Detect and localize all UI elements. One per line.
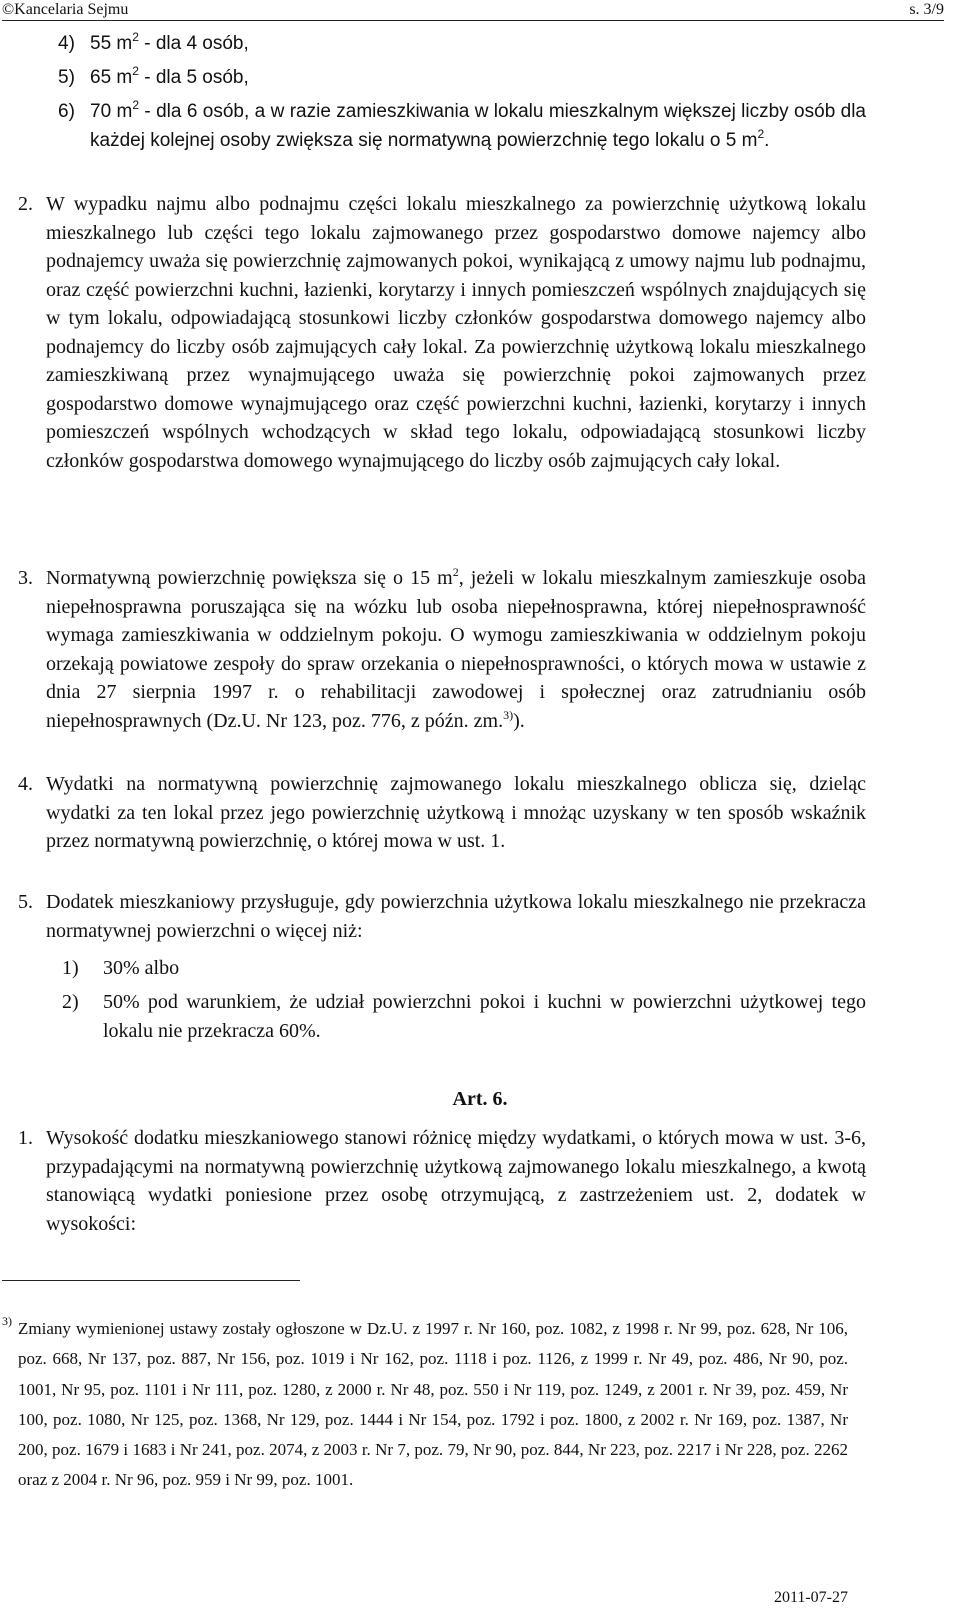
- area-item-number: 6): [58, 101, 75, 122]
- paragraph-number: 2.: [18, 193, 33, 215]
- paragraph-text: Dodatek mieszkaniowy przysługuje, gdy powierzchnia użytkowa lokalu mieszkalnego nie przekracza normatywnej powierzchni o więcej niż:: [46, 891, 866, 942]
- area-item-number: 4): [58, 33, 75, 54]
- paragraph-5-item-2: [62, 988, 866, 1045]
- area-item-text: 55 $m^2$ - dla 4 osób,: [90, 30, 249, 54]
- item-text: 50% pod warunkiem, że udział powierzchni pokoi i kuchni w powierzchni użytkowej tego lokalu nie przekracza 60%.: [103, 991, 866, 1042]
- paragraph-text: Wydatki na normatywną powierzchnię zajmowanego lokalu mieszkalnego oblicza się, dzieląc wydatki za ten lokal przez jego powierzchnię użytkową i mnożąc uzyskany w ten sposób wskaźnik przez normatywną powierzchnię, o której mowa w ust. 1.: [46, 773, 866, 852]
- footnote: [2, 1314, 848, 1496]
- page-number: s. 3/9: [909, 1, 944, 18]
- article-6-paragraph-1: [18, 1124, 866, 1238]
- area-item-number: 5): [58, 67, 75, 88]
- footnote-divider: [2, 1280, 300, 1281]
- area-item-text: 65 $m^2$ - dla 5 osób,: [90, 64, 249, 88]
- document-date: 2011-07-27: [773, 1589, 848, 1606]
- paragraph-text: Wysokość dodatku mieszkaniowego stanowi różnicę między wydatkami, o których mowa w ust. 3-6, przypadającymi na normatywną powierzchnię użytkową zajmowanego lokalu mieszkalnego, a kwotą stanowiącą wydatki poniesione przez osobę otrzymującą, z zastrzeżeniem ust. 2, dodatek w wysokości:: [46, 1127, 866, 1235]
- paragraph-3: [18, 564, 866, 735]
- paragraph-4: [18, 770, 866, 856]
- item-number: 1): [62, 957, 79, 979]
- item-number: 2): [62, 991, 79, 1013]
- paragraph-number: 3.: [18, 567, 33, 589]
- paragraph-number: 4.: [18, 773, 33, 795]
- paragraph-text: Normatywną powierzchnię powiększa się o 15 $m^2$, jeżeli w lokalu mieszkalnym zamieszkuje osoba niepełnosprawna poruszająca się na wózku lub osoba niepełnosprawna, której niepełnosprawność wymaga zamieszkiwania w oddzielnym pokoju. O wymogu zamieszkiwania w oddzielnym pokoju orzekają powiatowe zespoły do spraw orzekania o niepełnosprawności, o których mowa w ustawie z dnia 27 sierpnia 1997 r. o rehabilitacji zawodowej i społecznej oraz zatrudnianiu osób niepełnosprawnych (Dz.U. Nr 123, poz. 776, z późn. zm.$^{3)}$).: [46, 565, 867, 732]
- copyright-label: ©Kancelaria Sejmu: [2, 1, 129, 18]
- footnote-reference: 3): [503, 707, 514, 722]
- paragraph-number: 5.: [18, 891, 33, 913]
- header-divider: [2, 20, 944, 21]
- footnote-number: 3): [2, 1314, 12, 1328]
- paragraph-5-item-1: [62, 954, 866, 983]
- area-item-text: 70 $m^2$ - dla 6 osób, a w razie zamieszkiwania w lokalu mieszkalnym większej liczby osób dla każdej kolejnej osoby zwiększa się normatywną powierzchnię tego lokalu o 5 $m^2$.: [90, 98, 866, 151]
- item-text: 30% albo: [103, 957, 180, 979]
- paragraph-text: W wypadku najmu albo podnajmu części lokalu mieszkalnego za powierzchnię użytkową lokalu mieszkalnego lub części tego lokalu zajmowanego przez gospodarstwo domowe najemcy albo podnajemcy uważa się powierzchnię zajmowanych pokoi, wynikającą z umowy najmu lub podnajmu, oraz część powierzchni kuchni, łazienki, korytarzy i innych pomieszczeń wspólnych znajdujących się w tym lokalu, odpowiadającą stosunkowi liczby członków gospodarstwa domowego najemcy albo podnajemcy do liczby osób zajmujących cały lokal. Za powierzchnię użytkową lokalu mieszkalnego zamieszkiwaną przez wynajmującego uważa się powierzchnię pokoi zajmowanych przez gospodarstwo domowe wynajmującego oraz część powierzchni kuchni, łazienki, korytarzy i innych pomieszczeń wspólnych wchodzących w skład tego lokalu, odpowiadającą stosunkowi liczby członków gospodarstwa domowego wynajmującego do liczby osób zajmujących cały lokal.: [46, 193, 866, 472]
- paragraph-5: [18, 888, 866, 945]
- paragraph-2: [18, 190, 866, 475]
- footnote-text: Zmiany wymienionej ustawy zostały ogłoszone w Dz.U. z 1997 r. Nr 160, poz. 1082, z 1998 r. Nr 99, poz. 628, Nr 106, poz. 668, Nr 137, poz. 887, Nr 156, poz. 1019 i Nr 162, poz. 1118 i poz. 1126, z 1999 r. Nr 49, poz. 486, Nr 90, poz. 1001, Nr 95, poz. 1101 i Nr 111, poz. 1280, z 2000 r. Nr 48, poz. 550 i Nr 119, poz. 1249, z 2001 r. Nr 39, poz. 459, Nr 100, poz. 1080, Nr 125, poz. 1368, Nr 129, poz. 1444 i Nr 154, poz. 1792 i poz. 1800, z 2002 r. Nr 169, poz. 1387, Nr 200, poz. 1679 i 1683 i Nr 241, poz. 2074, z 2003 r. Nr 7, poz. 79, Nr 90, poz. 844, Nr 223, poz. 2217 i Nr 228, poz. 2262 oraz z 2004 r. Nr 96, poz. 959 i Nr 99, poz. 1001.: [18, 1319, 848, 1490]
- article-title: Art. 6.: [452, 1088, 508, 1110]
- paragraph-number: 1.: [18, 1127, 33, 1149]
